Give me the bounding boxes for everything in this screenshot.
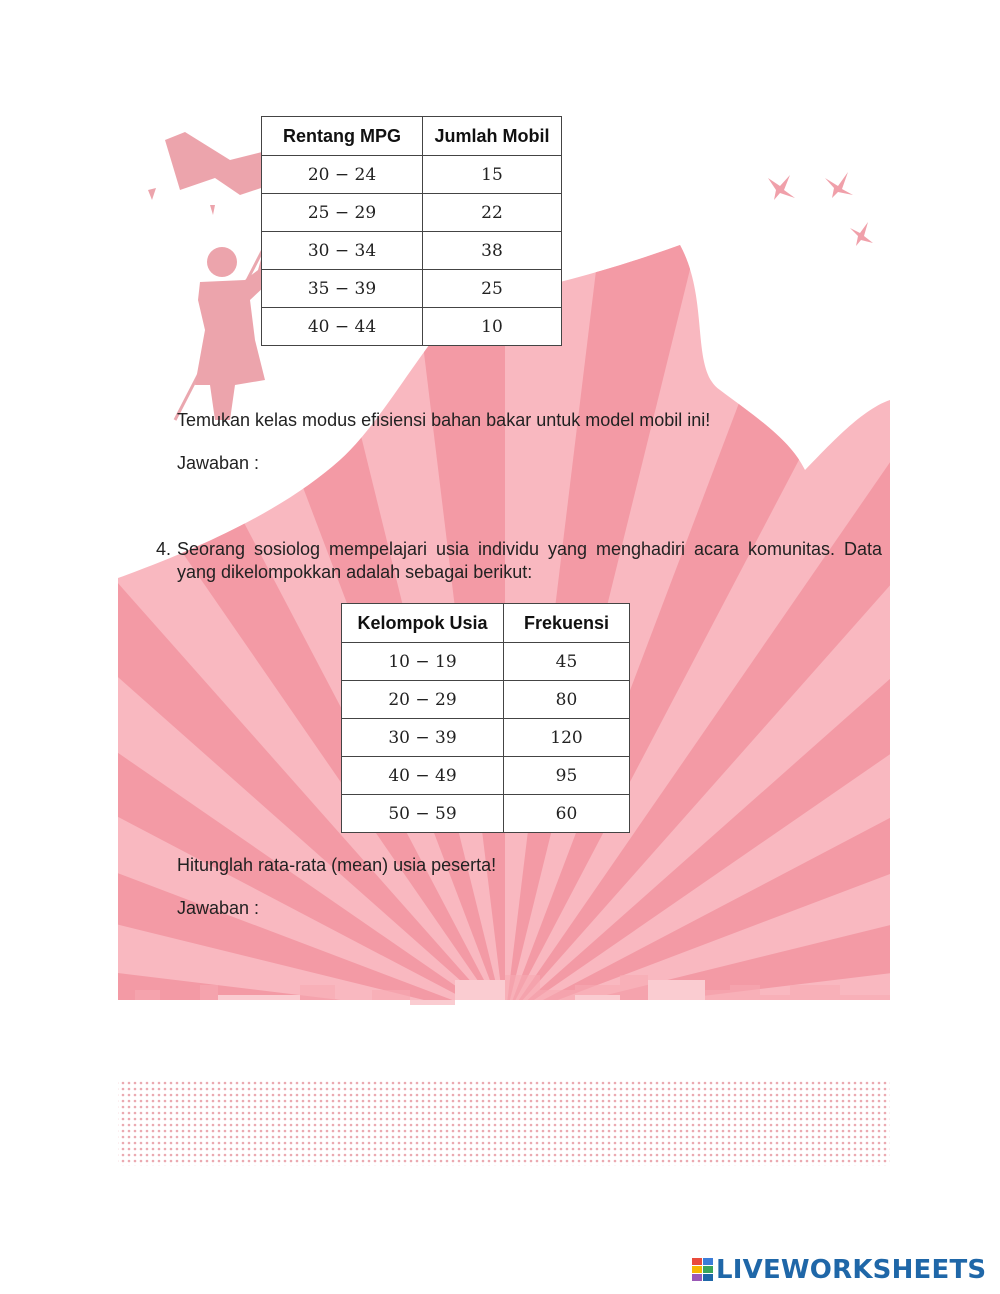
table-row [342,795,630,833]
table-row [342,757,630,795]
table-row [342,681,630,719]
range-cell: 40 − 44 [262,308,423,346]
question3-answer-label: Jawaban : [177,453,260,473]
count-cell: 60 [504,795,630,833]
range-cell: 30 − 39 [342,719,504,757]
table-header-row [342,604,630,643]
age-table [341,603,630,833]
count-cell: 120 [504,719,630,757]
liveworksheets-logo[interactable] [692,1255,986,1285]
question4-text: Seorang sosiolog mempelajari usia individu yang menghadiri acara komunitas. Data yang dikelompokkan adalah sebagai berikut: [177,539,882,582]
mpg-table [261,116,562,346]
question4-answer-label: Jawaban : [177,898,260,918]
table-header-row [262,117,562,156]
logo-text: LIVEWORKSHEETS [716,1255,987,1285]
range-cell: 30 − 34 [262,232,423,270]
column-header: Rentang MPG [262,117,423,156]
range-cell: 40 − 49 [342,757,504,795]
question3-prompt: Temukan kelas modus efisiensi bahan bakar untuk model mobil ini! [177,410,711,430]
table-row [262,270,562,308]
table-row [342,643,630,681]
count-cell: 80 [504,681,630,719]
count-cell: 15 [423,156,562,194]
count-cell: 95 [504,757,630,795]
count-cell: 38 [423,232,562,270]
range-cell: 10 − 19 [342,643,504,681]
range-cell: 25 − 29 [262,194,423,232]
count-cell: 22 [423,194,562,232]
count-cell: 10 [423,308,562,346]
range-cell: 35 − 39 [262,270,423,308]
column-header: Frekuensi [504,604,630,643]
range-cell: 20 − 29 [342,681,504,719]
count-cell: 45 [504,643,630,681]
column-header: Kelompok Usia [342,604,504,643]
table-row [262,156,562,194]
table-row [262,194,562,232]
column-header: Jumlah Mobil [423,117,562,156]
count-cell: 25 [423,270,562,308]
table-row [262,232,562,270]
range-cell: 20 − 24 [262,156,423,194]
table-row [342,719,630,757]
question4-number: 4. [156,539,172,559]
question4-prompt: Hitunglah rata-rata (mean) usia peserta! [177,855,497,875]
birds [768,172,873,246]
range-cell: 50 − 59 [342,795,504,833]
table-row [262,308,562,346]
liveworksheets-logo-icon [692,1258,714,1282]
